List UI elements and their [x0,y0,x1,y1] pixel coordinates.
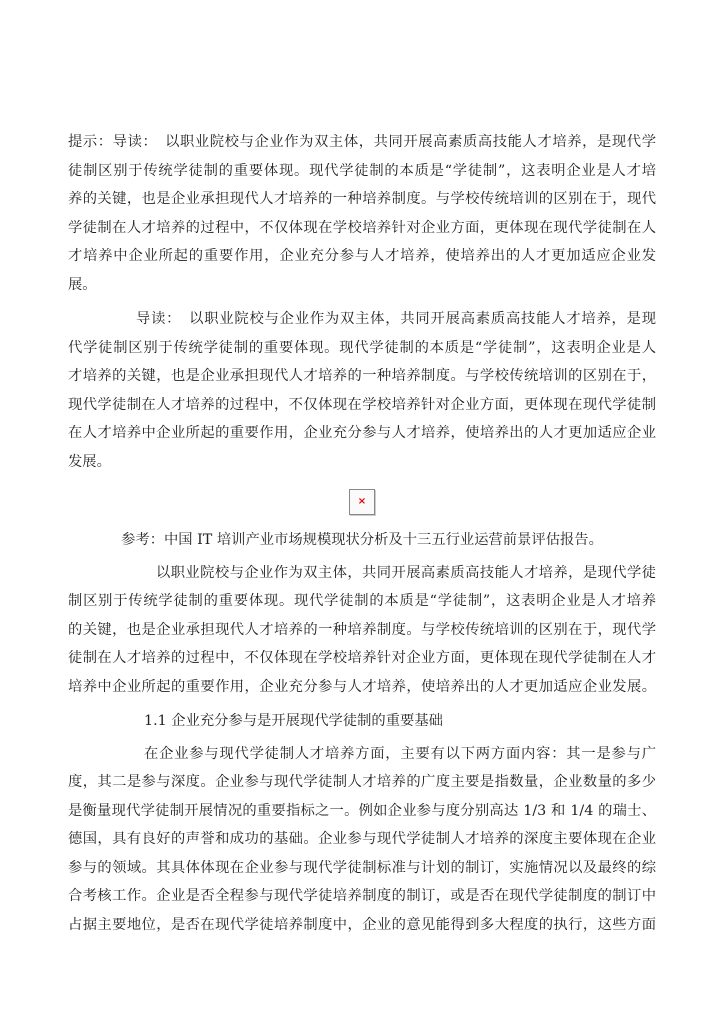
document-page [68,128,656,945]
text-line: 提示：导读： 以职业院校与企业作为双主体，共同开展高素质高技能人才培养，是现代学 [68,134,656,150]
paragraph-intro [68,305,656,476]
text-line: 发展。 [68,453,111,470]
text-line: 徒制在人才培养的过程中，不仅体现在学校培养针对企业方面，更体现在现代学徒制在人才 [68,650,656,666]
text-line: 现代学徒制在人才培养的过程中，不仅体现在学校培养针对企业方面，更体现在现代学徒制 [68,396,656,413]
text-line: 徒制区别于传统学徒制的重要体现。现代学徒制的本质是“学徒制”，这表明企业是人才培 [68,162,656,179]
text-line: 德国，具有良好的声誉和成功的基础。企业参与现代学徒制人才培养的深度主要体现在企业 [68,831,656,847]
text-line: 制区别于传统学徒制的重要体现。现代学徒制的本质是“学徒制”，这表明企业是人才培养 [68,593,656,609]
text-line: 展。 [68,276,97,293]
image-placeholder [68,482,656,522]
text-line: 养的关键，也是企业承担现代人才培养的一种培养制度。与学校传统培训的区别在于，现代 [68,191,656,207]
paragraph-body [68,559,656,702]
broken-image-icon: × [349,489,375,515]
text-line: 学徒制在人才培养的过程中，不仅体现在学校培养针对企业方面，更体现在现代学徒制在人 [68,219,656,236]
text-line: 参与的领域。其具体体现在企业参与现代学徒制标准与计划的制订，实施情况以及最终的综 [68,859,656,876]
text-line: 是衡量现代学徒制开展情况的重要指标之一。例如企业参与度分别高达 1/3 和 1/4 的瑞士、 [68,802,656,819]
text-line: 占据主要地位，是否在现代学徒培养制度中，企业的意见能得到多大程度的执行，这些方面 [68,916,656,933]
text-line: 培养中企业所起的重要作用，企业充分参与人才培养，使培养出的人才更加适应企业发展。 [68,678,656,695]
text-line: 导读： 以职业院校与企业作为双主体，共同开展高素质高技能人才培养，是现 [136,311,656,327]
text-line: 度，其二是参与深度。企业参与现代学徒制人才培养的广度主要是指数量，企业数量的多少 [68,774,656,790]
text-line: 代学徒制区别于传统学徒制的重要体现。现代学徒制的本质是“学徒制”，这表明企业是人 [68,339,656,356]
text-line: 以职业院校与企业作为双主体，共同开展高素质高技能人才培养，是现代学徒 [156,564,656,581]
paragraph-hint [68,128,656,299]
text-line: 的关键，也是企业承担现代人才培养的一种培养制度。与学校传统培训的区别在于，现代学 [68,621,656,638]
text-line: 才培养中企业所起的重要作用，企业充分参与人才培养，使培养出的人才更加适应企业发 [68,248,656,264]
text-line: 合考核工作。企业是否全程参与现代学徒培养制度的制订，或是否在现代学徒制度的制订中 [68,888,656,904]
text-line: 在企业参与现代学徒制人才培养方面，主要有以下两方面内容：其一是参与广 [144,745,656,762]
section-heading: 1.1 企业充分参与是开展现代学徒制的重要基础 [144,713,443,729]
text-line: 才培养的关键，也是企业承担现代人才培养的一种培养制度。与学校传统培训的区别在于， [68,368,656,384]
text-line: 在人才培养中企业所起的重要作用，企业充分参与人才培养，使培养出的人才更加适应企业 [68,425,656,441]
reference-line: 参考：中国 IT 培训产业市场规模现状分析及十三五行业运营前景评估报告。 [121,532,603,548]
paragraph-section [68,740,656,940]
